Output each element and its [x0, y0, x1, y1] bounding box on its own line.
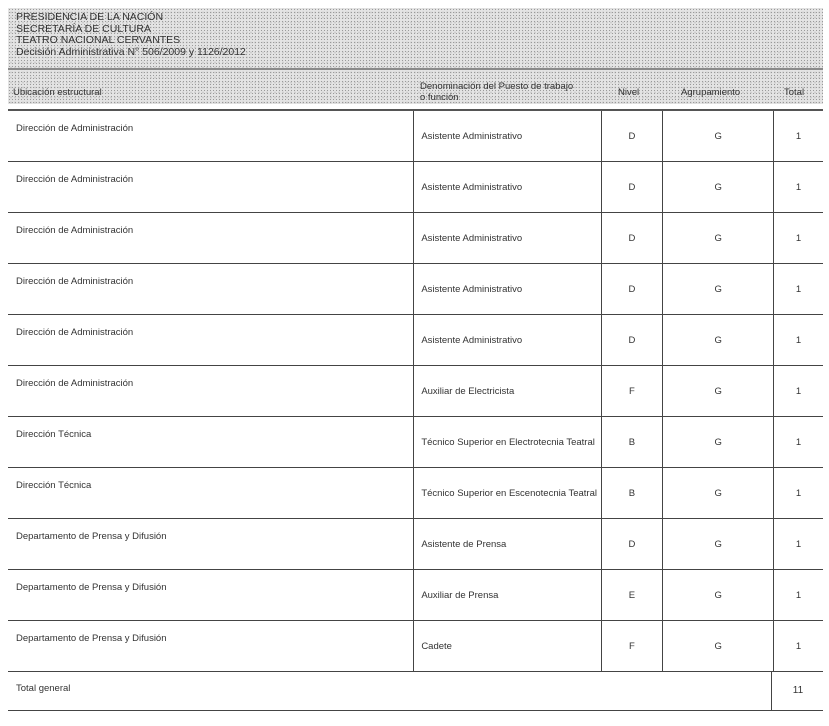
cell-total-text: 1: [795, 640, 802, 652]
cell-nivel-text: D: [628, 538, 636, 550]
table-row: [8, 264, 823, 315]
cell-denominacion: [414, 111, 601, 162]
cell-agrupamiento: [663, 366, 774, 417]
cell-ubicacion-text: Dirección de Administración: [16, 326, 134, 338]
cell-agrupamiento: [663, 621, 774, 672]
cell-nivel: [601, 162, 663, 213]
cell-nivel: [601, 366, 663, 417]
cell-total-text: 1: [795, 538, 802, 550]
header-divider: [8, 68, 823, 70]
cell-agrupamiento: [663, 519, 774, 570]
cell-denominacion-text: Asistente Administrativo: [421, 130, 523, 142]
cell-agrupamiento: [663, 111, 774, 162]
cell-ubicacion-text: Dirección Técnica: [16, 428, 92, 440]
cell-total-text: 1: [795, 589, 802, 601]
cell-total-text: 1: [795, 487, 802, 499]
cell-total-text: 1: [795, 130, 802, 142]
table-row: [8, 111, 823, 162]
organization-header: [16, 12, 246, 58]
cell-agrupamiento-text: G: [714, 538, 722, 550]
decision-line: Decisión Administrativa N° 506/2009 y 1126/2012: [16, 45, 246, 58]
cell-denominacion-text: Asistente Administrativo: [421, 181, 523, 193]
table-row: [8, 162, 823, 213]
cell-denominacion-text: Cadete: [421, 640, 452, 652]
cell-agrupamiento: [663, 264, 774, 315]
cell-denominacion: [414, 162, 601, 213]
cell-total-text: 1: [795, 385, 802, 397]
cell-total: [773, 315, 823, 366]
cell-denominacion-text: Asistente Administrativo: [421, 232, 523, 244]
cell-agrupamiento-text: G: [714, 640, 722, 652]
cell-nivel-text: F: [629, 640, 635, 652]
cell-total-text: 1: [795, 334, 802, 346]
cell-denominacion-text: Asistente de Prensa: [421, 538, 507, 550]
cell-agrupamiento-text: G: [714, 589, 722, 601]
cell-agrupamiento-text: G: [714, 487, 722, 499]
cell-nivel-text: B: [628, 487, 636, 499]
org-line: TEATRO NACIONAL CERVANTES: [16, 34, 181, 46]
cell-total: [773, 213, 823, 264]
cell-nivel-text: D: [628, 232, 636, 244]
cell-nivel: [601, 213, 663, 264]
cell-nivel-text: D: [628, 130, 636, 142]
table-row: [8, 468, 823, 519]
cell-denominacion-text: Asistente Administrativo: [421, 334, 523, 346]
cell-denominacion: [414, 264, 601, 315]
cell-total: [773, 162, 823, 213]
total-general-label: Total general: [16, 683, 71, 694]
cell-nivel: [601, 264, 663, 315]
column-header-denominacion: Denominación del Puesto de trabajo o función: [420, 81, 574, 103]
cell-ubicacion-text: Dirección de Administración: [16, 122, 134, 134]
cell-ubicacion: [8, 621, 414, 672]
cell-denominacion-text: Técnico Superior en Electrotecnia Teatral: [421, 436, 595, 448]
cell-total-text: 1: [795, 232, 802, 244]
cell-denominacion: [414, 519, 601, 570]
table-row: [8, 621, 823, 672]
cell-nivel-text: D: [628, 283, 636, 295]
cell-total: [773, 417, 823, 468]
cell-total-text: 1: [795, 436, 802, 448]
column-header-total: Total: [784, 87, 805, 98]
column-header-ubicacion: Ubicación estructural: [13, 87, 102, 98]
cell-denominacion-text: Técnico Superior en Escenotecnia Teatral: [421, 487, 597, 499]
cell-nivel-text: D: [628, 181, 636, 193]
cell-denominacion: [414, 213, 601, 264]
cell-ubicacion: [8, 570, 414, 621]
cell-agrupamiento: [663, 213, 774, 264]
cell-total: [773, 519, 823, 570]
cell-nivel: [601, 315, 663, 366]
cell-agrupamiento-text: G: [714, 181, 722, 193]
cell-agrupamiento: [663, 468, 774, 519]
table-row: [8, 519, 823, 570]
cell-denominacion-text: Auxiliar de Electricista: [421, 385, 515, 397]
cell-agrupamiento-text: G: [714, 334, 722, 346]
cell-nivel-text: D: [628, 334, 636, 346]
cell-total-text: 1: [795, 283, 802, 295]
cell-agrupamiento-text: G: [714, 283, 722, 295]
column-header-agrupamiento: Agrupamiento: [681, 87, 741, 98]
cell-ubicacion: [8, 519, 414, 570]
cell-nivel-text: F: [629, 385, 635, 397]
cell-denominacion: [414, 468, 601, 519]
cell-ubicacion-text: Dirección Técnica: [16, 479, 92, 491]
cell-total: [773, 621, 823, 672]
cell-nivel: [601, 417, 663, 468]
cell-agrupamiento: [663, 570, 774, 621]
cell-nivel: [601, 111, 663, 162]
cell-denominacion: [414, 621, 601, 672]
cell-agrupamiento: [663, 162, 774, 213]
staff-table: [8, 111, 823, 672]
cell-ubicacion: [8, 315, 414, 366]
total-general-value: 11: [771, 672, 824, 710]
cell-ubicacion-text: Dirección de Administración: [16, 224, 134, 236]
table-row: [8, 366, 823, 417]
cell-agrupamiento-text: G: [714, 436, 722, 448]
cell-denominacion-text: Auxiliar de Prensa: [421, 589, 499, 601]
cell-nivel: [601, 468, 663, 519]
cell-ubicacion: [8, 162, 414, 213]
cell-total-text: 1: [795, 181, 802, 193]
total-general-row: [8, 672, 823, 711]
cell-total: [773, 366, 823, 417]
cell-ubicacion: [8, 417, 414, 468]
cell-nivel: [601, 519, 663, 570]
cell-denominacion: [414, 315, 601, 366]
column-header-nivel: Nivel: [618, 87, 640, 98]
cell-nivel: [601, 570, 663, 621]
cell-ubicacion: [8, 264, 414, 315]
cell-ubicacion-text: Departamento de Prensa y Difusión: [16, 581, 167, 593]
org-line: PRESIDENCIA DE LA NACIÓN: [16, 11, 164, 23]
cell-agrupamiento-text: G: [714, 232, 722, 244]
cell-nivel: [601, 621, 663, 672]
cell-agrupamiento: [663, 417, 774, 468]
table-row: [8, 570, 823, 621]
cell-total: [773, 111, 823, 162]
cell-ubicacion: [8, 213, 414, 264]
cell-ubicacion: [8, 111, 414, 162]
cell-denominacion: [414, 570, 601, 621]
table-row: [8, 315, 823, 366]
cell-ubicacion: [8, 366, 414, 417]
cell-ubicacion-text: Departamento de Prensa y Difusión: [16, 632, 167, 644]
cell-ubicacion-text: Departamento de Prensa y Difusión: [16, 530, 167, 542]
cell-nivel-text: B: [628, 436, 636, 448]
org-line: SECRETARÍA DE CULTURA: [16, 22, 151, 35]
cell-ubicacion-text: Dirección de Administración: [16, 275, 134, 287]
cell-ubicacion: [8, 468, 414, 519]
cell-agrupamiento: [663, 315, 774, 366]
cell-denominacion: [414, 366, 601, 417]
table-row: [8, 417, 823, 468]
table-row: [8, 213, 823, 264]
cell-total: [773, 264, 823, 315]
cell-denominacion: [414, 417, 601, 468]
cell-ubicacion-text: Dirección de Administración: [16, 377, 134, 389]
cell-total: [773, 570, 823, 621]
cell-ubicacion-text: Dirección de Administración: [16, 173, 134, 185]
cell-agrupamiento-text: G: [714, 385, 722, 397]
cell-total: [773, 468, 823, 519]
cell-nivel-text: E: [628, 589, 636, 601]
cell-agrupamiento-text: G: [714, 130, 722, 142]
cell-denominacion-text: Asistente Administrativo: [421, 283, 523, 295]
